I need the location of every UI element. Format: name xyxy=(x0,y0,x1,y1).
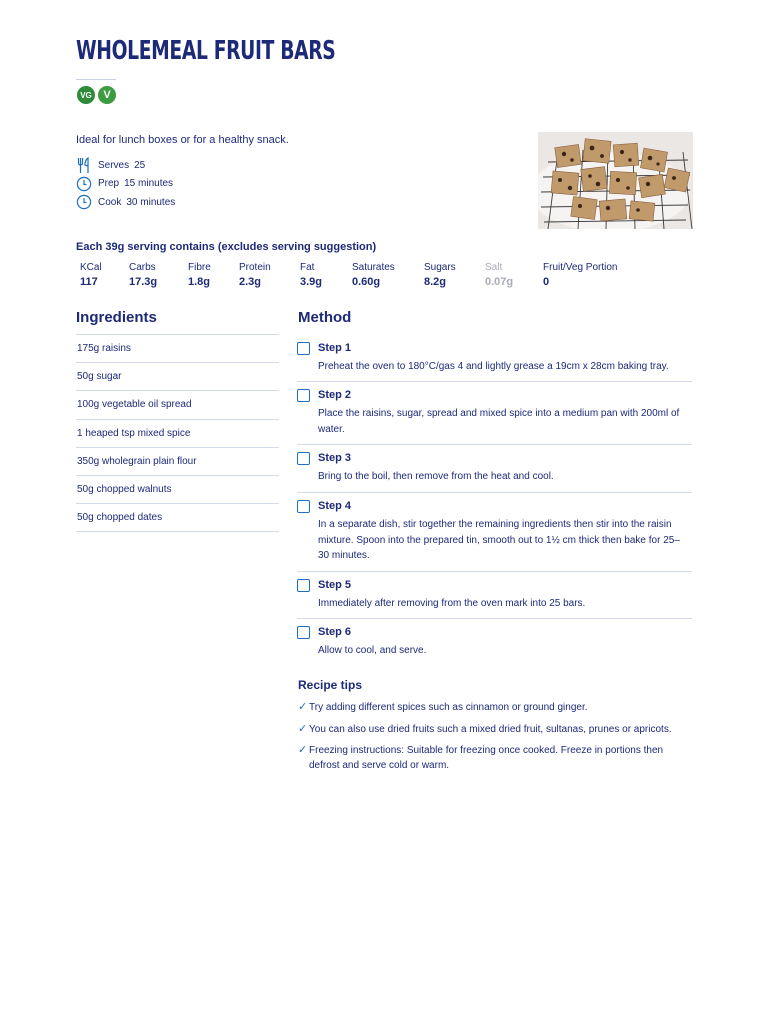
nutrition-value: 0.60g xyxy=(352,276,381,288)
step-title: Step 6 xyxy=(318,626,352,638)
serving-heading: Each 39g serving contains (excludes serving suggestion) xyxy=(76,241,377,253)
serves-row xyxy=(76,156,175,175)
step-text: Immediately after removing from the oven mark into 25 bars. xyxy=(318,598,586,609)
step-text: Preheat the oven to 180°C/gas 4 and lightly grease a 19cm x 28cm baking tray. xyxy=(318,361,669,372)
step-text: Bring to the boil, then remove from the heat and cool. xyxy=(318,471,554,482)
step-title: Step 3 xyxy=(318,452,352,464)
nutrition-value: 0.07g xyxy=(485,276,514,288)
nutrition-label: Carbs xyxy=(129,262,156,273)
step-title: Step 5 xyxy=(318,579,352,591)
nutrition-value: 3.9g xyxy=(300,276,323,288)
nutrition-value: 1.8g xyxy=(188,276,211,288)
method-title: Method xyxy=(298,309,352,326)
step-checkbox[interactable] xyxy=(297,579,310,592)
step-text: Allow to cool, and serve. xyxy=(318,645,427,656)
nutrition-value: 8.2g xyxy=(424,276,447,288)
step-text: In a separate dish, stir together the remaining ingredients then stir into the raisin mixture. Spoon into the prepared tin, smooth out to 1½ cm thick then bake for 25–30 minutes. xyxy=(318,519,680,562)
nutrition-value: 117 xyxy=(80,276,98,288)
list-item: 100g vegetable oil spread xyxy=(76,391,279,419)
step-divider xyxy=(297,571,692,572)
cook-row xyxy=(76,193,175,212)
step-divider xyxy=(297,381,692,382)
ingredients-list xyxy=(76,334,279,532)
list-item: 350g wholegrain plain flour xyxy=(76,448,279,476)
nutrition-label: Fibre xyxy=(188,262,211,273)
vegetarian-badge-icon: V xyxy=(98,86,116,104)
step-checkbox[interactable] xyxy=(297,342,310,355)
tip-text: You can also use dried fruits such a mixed dried fruit, sultanas, prunes or apricots. xyxy=(309,724,672,735)
nutrition-kcal xyxy=(80,262,102,288)
step-checkbox[interactable] xyxy=(297,626,310,639)
list-item: 50g sugar xyxy=(76,363,279,391)
ingredients-title: Ingredients xyxy=(76,309,157,326)
tip-item xyxy=(298,743,692,773)
clock-icon xyxy=(76,176,92,192)
nutrition-label: Protein xyxy=(239,262,271,273)
serves-value: 25 xyxy=(134,159,146,171)
tip-item xyxy=(298,722,692,737)
list-item: 50g chopped dates xyxy=(76,504,279,532)
nutrition-label: KCal xyxy=(80,262,102,273)
step-checkbox[interactable] xyxy=(297,389,310,402)
diet-badges xyxy=(77,86,116,104)
cook-label: Cook xyxy=(98,196,122,208)
recipe-tips-title: Recipe tips xyxy=(298,678,363,692)
tip-text: Freezing instructions: Suitable for freezing once cooked. Freeze in portions then defrost and serve cold or warm. xyxy=(309,745,664,771)
step-title: Step 1 xyxy=(318,342,352,354)
cook-value: 30 minutes xyxy=(126,196,176,208)
step-divider xyxy=(297,618,692,619)
nutrition-fibre xyxy=(188,262,211,288)
step-text: Place the raisins, sugar, spread and mixed spice into a medium pan with 200ml of water. xyxy=(318,408,680,435)
nutrition-value: 0 xyxy=(543,276,550,288)
nutrition-fruit-veg xyxy=(543,262,617,288)
recipe-intro: Ideal for lunch boxes or for a healthy snack. xyxy=(76,134,289,146)
nutrition-label: Saturates xyxy=(352,262,395,273)
vegan-badge-icon: VG xyxy=(77,86,95,104)
recipe-meta xyxy=(76,156,175,212)
tip-text: Try adding different spices such as cinnamon or ground ginger. xyxy=(309,702,588,713)
nutrition-value: 17.3g xyxy=(129,276,158,288)
nutrition-carbs xyxy=(129,262,157,288)
nutrition-sugars xyxy=(424,262,456,288)
nutrition-value: 2.3g xyxy=(239,276,262,288)
nutrition-label: Fruit/Veg Portion xyxy=(543,262,618,273)
step-divider xyxy=(297,492,692,493)
title-divider xyxy=(76,79,116,80)
prep-row xyxy=(76,175,175,194)
step-title: Step 4 xyxy=(318,500,352,512)
nutrition-fat xyxy=(300,262,322,288)
nutrition-label: Salt xyxy=(485,262,503,273)
prep-label: Prep xyxy=(98,178,120,190)
list-item: 1 heaped tsp mixed spice xyxy=(76,420,279,448)
step-checkbox[interactable] xyxy=(297,452,310,465)
nutrition-label: Fat xyxy=(300,262,315,273)
prep-value: 15 minutes xyxy=(124,178,174,190)
step-divider xyxy=(297,444,692,445)
checkmark-icon: ✓ xyxy=(298,701,308,713)
tip-item xyxy=(298,700,692,715)
nutrition-salt xyxy=(485,262,513,288)
serves-label: Serves xyxy=(98,159,130,171)
list-item: 175g raisins xyxy=(76,335,279,363)
nutrition-label: Sugars xyxy=(424,262,456,273)
clock-icon xyxy=(76,194,92,210)
cutlery-icon xyxy=(76,157,92,173)
list-item: 50g chopped walnuts xyxy=(76,476,279,504)
recipe-photo xyxy=(538,132,693,229)
nutrition-protein xyxy=(239,262,271,288)
nutrition-saturates xyxy=(352,262,395,288)
checkmark-icon: ✓ xyxy=(298,744,308,756)
checkmark-icon: ✓ xyxy=(298,723,308,735)
step-title: Step 2 xyxy=(318,389,352,401)
step-checkbox[interactable] xyxy=(297,500,310,513)
recipe-title: WHOLEMEAL FRUIT BARS xyxy=(76,36,336,66)
